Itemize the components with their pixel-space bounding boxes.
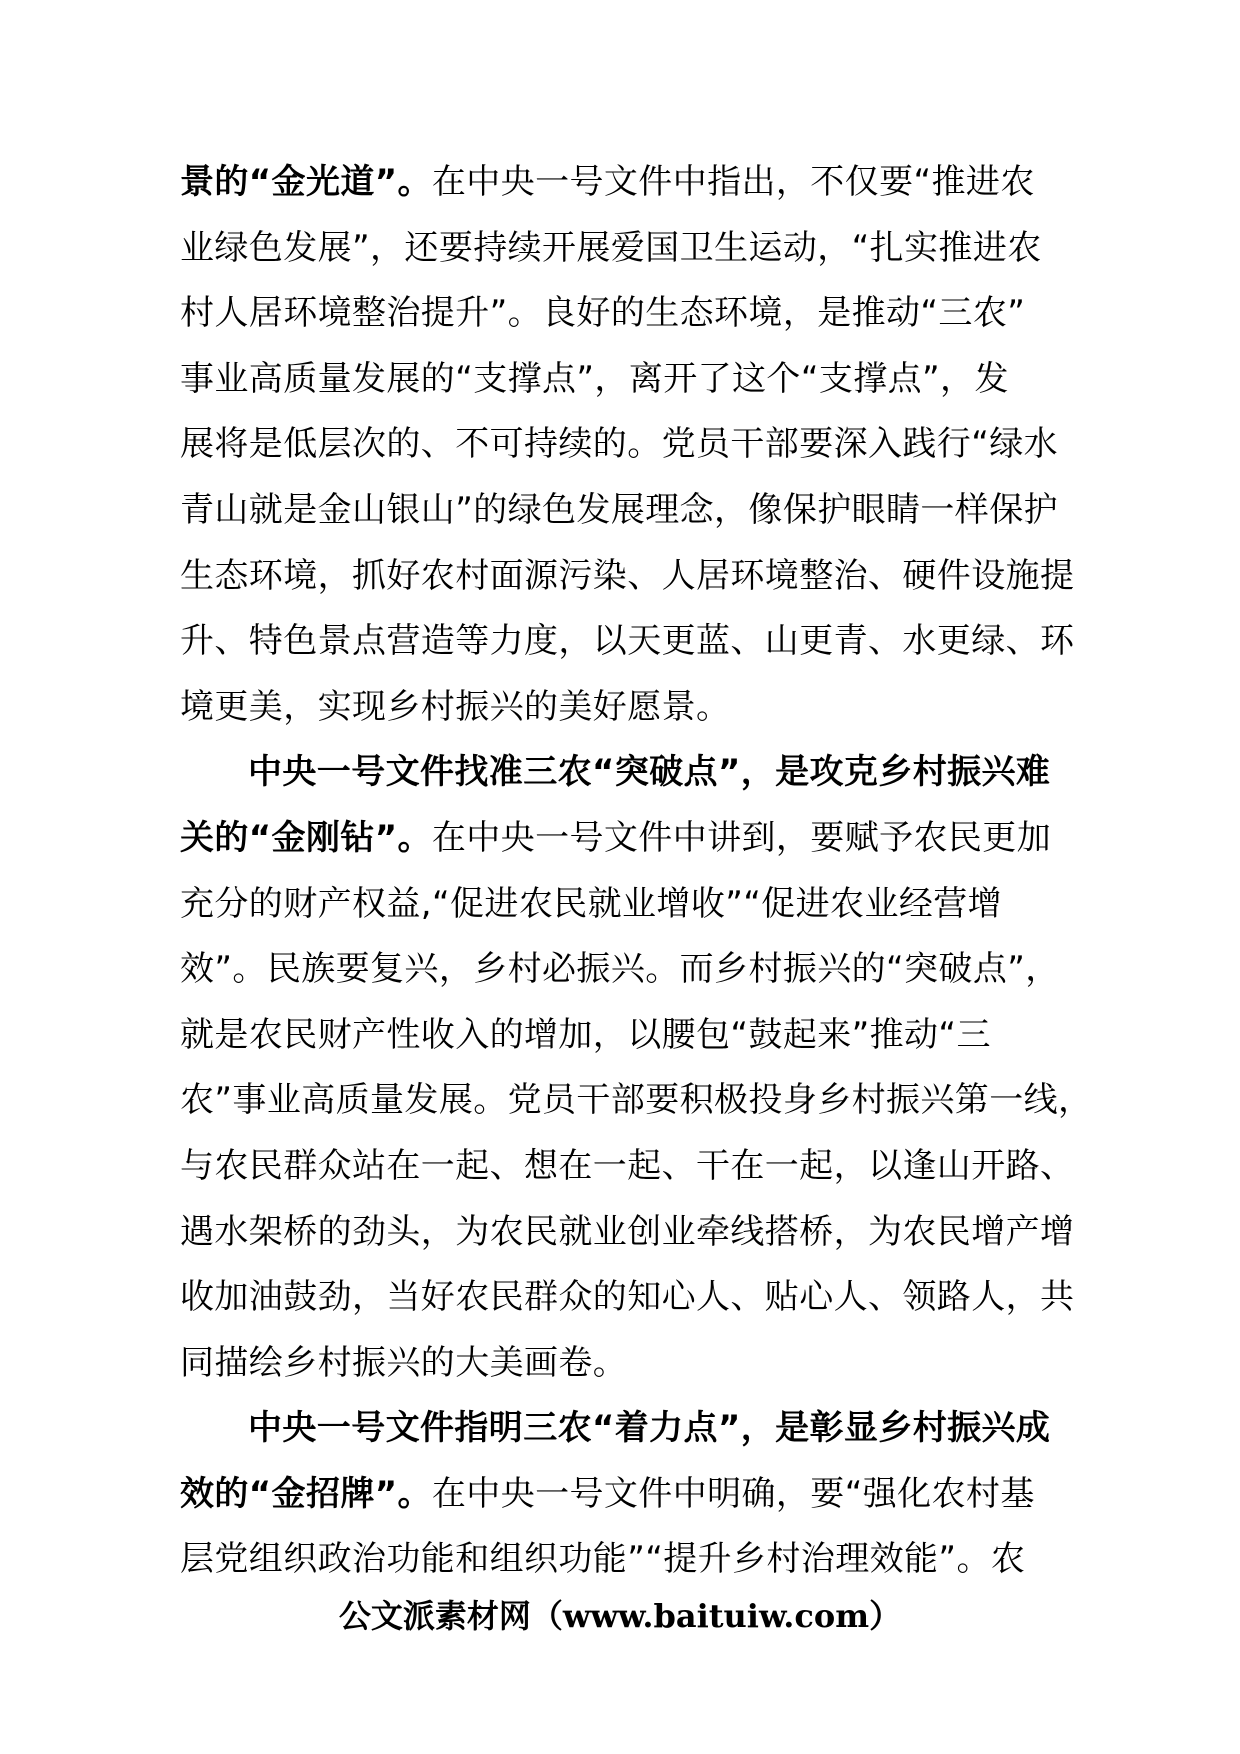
paragraph-2-heading: 中央一号文件找准三农“突破点”，是攻克乡村振兴难 [248,752,1051,793]
paragraph-1-line-4: 事业高质量发展的“支撑点”，离开了这个“支撑点”，发 [180,358,1009,399]
paragraph-1-bold-fragment: 景的“金光道”。 [180,162,432,202]
paragraph-1-line-7: 生态环境，抓好农村面源污染、人居环境整治、硬件设施提 [180,555,1075,596]
paragraph-1-line-8: 升、特色景点营造等力度，以天更蓝、山更青、水更绿、环 [180,621,1075,662]
paragraph-3-line-2 [180,1462,1080,1528]
paragraph-2-line-7: 与农民群众站在一起、想在一起、干在一起，以逢山开路、 [180,1145,1075,1186]
paragraph-1-line-1 [180,150,1080,216]
document-body [180,150,1093,1593]
paragraph-2-line-3: 充分的财产权益,“促进农民就业增收”“促进农业经营增 [180,883,1003,924]
paragraph-2-line-2-text: 在中央一号文件中讲到，要赋予农民更加 [431,817,1052,858]
page-footer [0,1594,1240,1638]
paragraph-3-bold-fragment: 效的“金招牌”。 [180,1473,432,1514]
paragraph-3-line-2-text: 在中央一号文件中明确，要“强化农村基 [431,1473,1035,1514]
paragraph-2-line-4: 效”。民族要复兴，乡村必振兴。而乡村振兴的“突破点”， [180,949,1060,990]
paragraph-2-bold-fragment: 关的“金刚钻”。 [180,817,432,858]
paragraph-3-heading: 中央一号文件指明三农“着力点”，是彰显乡村振兴成 [248,1408,1051,1449]
paragraph-1-line-9: 境更美，实现乡村振兴的美好愿景。 [180,686,731,727]
paragraph-2-line-10: 同描绘乡村振兴的大美画卷。 [180,1342,628,1383]
paragraph-1-line-2: 业绿色发展”，还要持续开展爱国卫生运动，“扎实推进农 [180,227,1042,268]
paragraph-2-line-5: 就是农民财产性收入的增加，以腰包“鼓起来”推动“三 [180,1014,991,1055]
paragraph-3-line-3: 层党组织政治功能和组织功能”“提升乡村治理效能”。农 [180,1539,1026,1580]
paragraph-2-line-9: 收加油鼓劲，当好农民群众的知心人、贴心人、领路人，共 [180,1277,1075,1318]
paragraph-2-line-2 [180,806,1080,872]
paragraph-1-line-6: 青山就是金山银山”的绿色发展理念，像保护眼睛一样保护 [180,489,1059,530]
paragraph-2-line-6: 农”事业高质量发展。党员干部要积极投身乡村振兴第一线， [180,1080,1093,1121]
paragraph-1-line-3: 村人居环境整治提升”。良好的生态环境，是推动“三农” [180,293,1026,334]
footer-site-name: 公文派素材网 [338,1597,531,1635]
paragraph-1-line-1-text: 在中央一号文件中指出，不仅要“推进农 [431,162,1035,202]
paragraph-2-line-8: 遇水架桥的劲头，为农民就业创业牵线搭桥，为农民增产增 [180,1211,1075,1252]
footer-url: （www.baituiw.com） [530,1597,902,1635]
paragraph-1-line-5: 展将是低层次的、不可持续的。党员干部要深入践行“绿水 [180,424,1059,465]
